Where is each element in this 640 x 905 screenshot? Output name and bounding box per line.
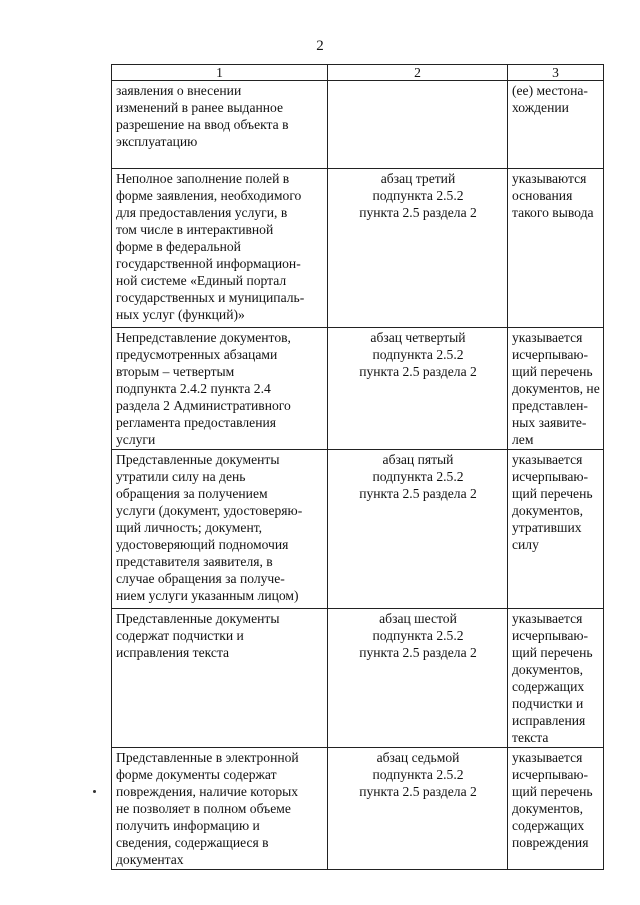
column-header-2: 2: [328, 65, 508, 81]
explanation: указывается исчерпываю- щий перечень документов, не представлен- ных заявите- лем: [512, 330, 600, 447]
explanation: указывается исчерпываю- щий перечень документов, содержащих подчистки и исправления текста: [512, 611, 593, 745]
legal-reference: абзац третий подпункта 2.5.2 пункта 2.5 раздела 2: [359, 171, 477, 220]
legal-reference-cell: [328, 81, 508, 169]
ground-description-cell: [112, 328, 328, 450]
ground-description: заявления о внесении изменений в ранее выданное разрешение на ввод объекта в эксплуатацию: [116, 83, 289, 149]
table-row: [112, 748, 604, 870]
explanation-cell: [508, 81, 604, 169]
page-number: 2: [316, 38, 324, 54]
legal-reference: абзац седьмой подпункта 2.5.2 пункта 2.5 раздела 2: [359, 750, 477, 799]
table-row: [112, 169, 604, 328]
table-row: [112, 450, 604, 609]
ground-description: Неполное заполнение полей в форме заявления, необходимого для предоставления услуги, в том числе в интерактивной форме в федеральной государственной информацион- ной системе «Единый портал государственных и муниципаль- ных услуг (функций)»: [116, 171, 305, 322]
ground-description: Представленные документы содержат подчистки и исправления текста: [116, 611, 280, 660]
explanation-cell: [508, 748, 604, 870]
explanation: указывается исчерпываю- щий перечень документов, утративших силу: [512, 452, 593, 552]
explanation: (ее) местона- хождении: [512, 83, 588, 115]
grounds-table: [111, 64, 604, 870]
legal-reference: абзац пятый подпункта 2.5.2 пункта 2.5 раздела 2: [359, 452, 477, 501]
ground-description-cell: [112, 81, 328, 169]
column-header-1: 1: [112, 65, 328, 81]
table-header-row: [112, 65, 604, 81]
ground-description-cell: [112, 450, 328, 609]
table-row: [112, 328, 604, 450]
ground-description: Непредставление документов, предусмотренных абзацами вторым – четвертым подпункта 2.4.2 пункта 2.4 раздела 2 Административного регламента предоставления услуги: [116, 330, 291, 447]
table-row: [112, 609, 604, 748]
explanation-cell: [508, 609, 604, 748]
column-header-3: 3: [508, 65, 604, 81]
ground-description: Представленные в электронной форме документы содержат повреждения, наличие которых не позволяет в полном объеме получить информацию и сведения, содержащиеся в документах: [116, 750, 299, 867]
legal-reference-cell: [328, 169, 508, 328]
legal-reference: абзац шестой подпункта 2.5.2 пункта 2.5 раздела 2: [359, 611, 477, 660]
explanation-cell: [508, 450, 604, 609]
legal-reference-cell: [328, 748, 508, 870]
legal-reference: абзац четвертый подпункта 2.5.2 пункта 2.5 раздела 2: [359, 330, 477, 379]
ground-description-cell: [112, 169, 328, 328]
scan-speck: [93, 790, 96, 793]
explanation: указывается исчерпываю- щий перечень документов, содержащих повреждения: [512, 750, 593, 850]
explanation-cell: [508, 169, 604, 328]
legal-reference-cell: [328, 328, 508, 450]
ground-description-cell: [112, 748, 328, 870]
legal-reference-cell: [328, 609, 508, 748]
table-row: [112, 81, 604, 169]
explanation-cell: [508, 328, 604, 450]
ground-description-cell: [112, 609, 328, 748]
legal-reference-cell: [328, 450, 508, 609]
ground-description: Представленные документы утратили силу на день обращения за получением услуги (документ, удостоверяю- щий личность; документ, удостоверяющий подномочия представителя заявителя, в случае обращения за получе- нием услуги указанным лицом): [116, 452, 303, 603]
explanation: указываются основания такого вывода: [512, 171, 594, 220]
